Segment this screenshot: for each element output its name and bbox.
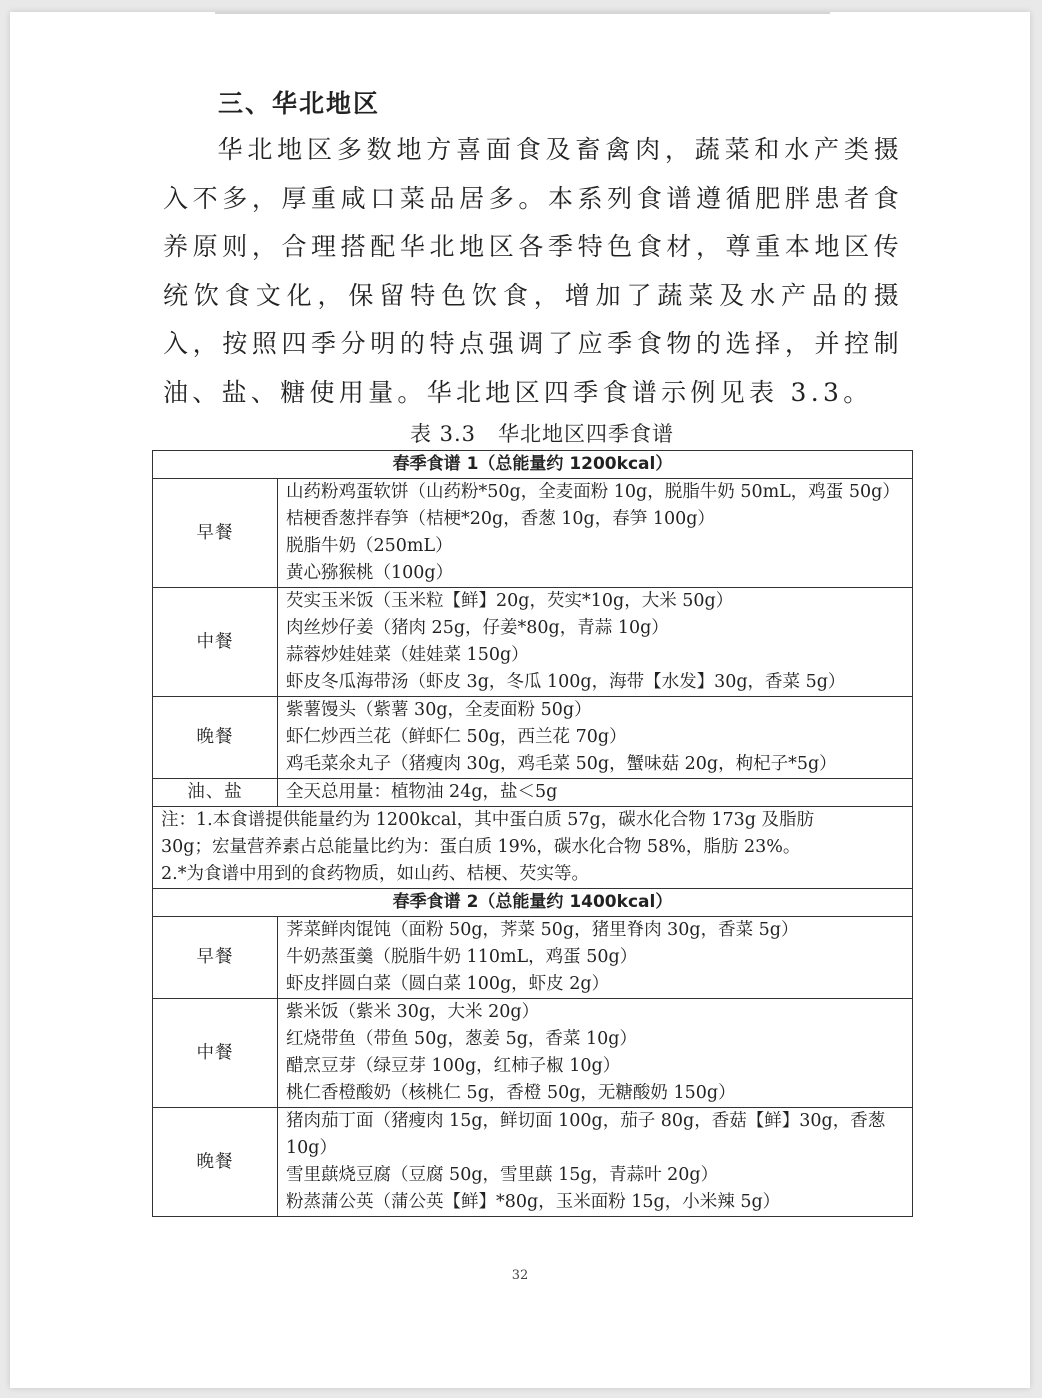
meal-label: 早餐 bbox=[153, 917, 278, 999]
note-line: 2.*为食谱中用到的食药物质，如山药、桔梗、芡实等。 bbox=[161, 864, 589, 884]
menu2-dinner-row bbox=[153, 1108, 913, 1217]
menu2-lunch-row bbox=[153, 999, 913, 1108]
dish-item: 紫米饭（紫米 30g，大米 20g） bbox=[286, 1002, 540, 1022]
meal-label: 晚餐 bbox=[153, 1108, 278, 1217]
dish-item: 粉蒸蒲公英（蒲公英【鲜】*80g，玉米面粉 15g，小米辣 5g） bbox=[286, 1192, 781, 1212]
note-line: 注：1.本食谱提供能量约为 1200kcal，其中蛋白质 57g，碳水化合物 173g 及脂肪 bbox=[161, 810, 814, 830]
menu2-lunch-items bbox=[278, 999, 913, 1108]
table-number: 表 3.3 bbox=[409, 422, 477, 446]
menu1-header-row bbox=[153, 451, 913, 479]
dish-item: 鸡毛菜氽丸子（猪瘦肉 30g，鸡毛菜 50g，蟹味菇 20g，枸杞子*5g） bbox=[286, 754, 837, 774]
dish-item: 猪肉茄丁面（猪瘦肉 15g，鲜切面 100g，茄子 80g，香菇【鲜】30g，香葱 10g） bbox=[286, 1111, 886, 1158]
dish-item: 虾仁炒西兰花（鲜虾仁 50g，西兰花 70g） bbox=[286, 727, 627, 747]
meal-label: 油、盐 bbox=[153, 779, 278, 807]
menu2-breakfast-row bbox=[153, 917, 913, 999]
dish-item: 紫薯馒头（紫薯 30g，全麦面粉 50g） bbox=[286, 700, 592, 720]
menu2-header-row bbox=[153, 889, 913, 917]
dish-item: 芡实玉米饭（玉米粒【鲜】20g，芡实*10g，大米 50g） bbox=[286, 591, 734, 611]
dish-item: 脱脂牛奶（250mL） bbox=[286, 536, 453, 556]
document-page bbox=[10, 12, 1030, 1388]
dish-item: 桃仁香橙酸奶（核桃仁 5g，香橙 50g，无糖酸奶 150g） bbox=[286, 1083, 736, 1103]
menu1-notes bbox=[153, 807, 913, 889]
menu2-breakfast-items bbox=[278, 917, 913, 999]
menu1-oil-salt-row bbox=[153, 779, 913, 807]
dish-item: 雪里蕻烧豆腐（豆腐 50g，雪里蕻 15g，青蒜叶 20g） bbox=[286, 1165, 719, 1185]
dish-item: 山药粉鸡蛋软饼（山药粉*50g，全麦面粉 10g，脱脂牛奶 50mL，鸡蛋 50g） bbox=[286, 482, 900, 502]
menu1-dinner-row bbox=[153, 697, 913, 779]
dish-item: 桔梗香葱拌春笋（桔梗*20g，香葱 10g，春笋 100g） bbox=[286, 509, 715, 529]
oil-salt-text bbox=[278, 779, 913, 807]
dish-item: 牛奶蒸蛋羹（脱脂牛奶 110mL，鸡蛋 50g） bbox=[286, 947, 638, 967]
menu1-breakfast-row bbox=[153, 479, 913, 588]
table-title: 华北地区四季食谱 bbox=[498, 422, 675, 446]
dish-item: 虾皮拌圆白菜（圆白菜 100g，虾皮 2g） bbox=[286, 974, 610, 994]
menu2-title: 春季食谱 2（总能量约 1400kcal） bbox=[153, 889, 913, 917]
dish-item: 醋烹豆芽（绿豆芽 100g，红柿子椒 10g） bbox=[286, 1056, 621, 1076]
meal-label: 中餐 bbox=[153, 588, 278, 697]
menu1-lunch-items bbox=[278, 588, 913, 697]
top-divider bbox=[215, 12, 830, 14]
note-line: 30g；宏量营养素占总能量比约为：蛋白质 19%，碳水化合物 58%，脂肪 23%。 bbox=[161, 837, 801, 857]
menu1-dinner-items bbox=[278, 697, 913, 779]
meal-label: 早餐 bbox=[153, 479, 278, 588]
dish-item: 黄心猕猴桃（100g） bbox=[286, 563, 454, 583]
menu2-dinner-items bbox=[278, 1108, 913, 1217]
menu1-title: 春季食谱 1（总能量约 1200kcal） bbox=[153, 451, 913, 479]
dish-item: 肉丝炒仔姜（猪肉 25g，仔姜*80g，青蒜 10g） bbox=[286, 618, 669, 638]
intro-paragraph-text: 华北地区多数地方喜面食及畜禽肉，蔬菜和水产类摄入不多，厚重咸口菜品居多。本系列食谱遵循肥胖患者食养原则，合理搭配华北地区各季特色食材，尊重本地区传统饮食文化，保留特色饮食，增加了蔬菜及水产品的摄入，按照四季分明的特点强调了应季食物的选择，并控制油、盐、糖使用量。华北地区四季食谱示例见表 3.3。 bbox=[163, 135, 903, 407]
meal-label: 晚餐 bbox=[153, 697, 278, 779]
dish-item: 蒜蓉炒娃娃菜（娃娃菜 150g） bbox=[286, 645, 529, 665]
menu-table bbox=[152, 450, 913, 1217]
oil-salt-value: 全天总用量：植物油 24g，盐＜5g bbox=[286, 782, 558, 802]
intro-paragraph bbox=[163, 126, 903, 417]
table-caption bbox=[162, 418, 922, 448]
page-number: 32 bbox=[511, 1268, 529, 1283]
dish-item: 荠菜鲜肉馄饨（面粉 50g，荠菜 50g，猪里脊肉 30g，香菜 5g） bbox=[286, 920, 799, 940]
meal-label: 中餐 bbox=[153, 999, 278, 1108]
dish-item: 红烧带鱼（带鱼 50g，葱姜 5g，香菜 10g） bbox=[286, 1029, 637, 1049]
menu1-lunch-row bbox=[153, 588, 913, 697]
menu1-notes-row bbox=[153, 807, 913, 889]
dish-item: 虾皮冬瓜海带汤（虾皮 3g，冬瓜 100g，海带【水发】30g，香菜 5g） bbox=[286, 672, 846, 692]
section-heading: 三、华北地区 bbox=[218, 89, 381, 118]
menu1-breakfast-items bbox=[278, 479, 913, 588]
